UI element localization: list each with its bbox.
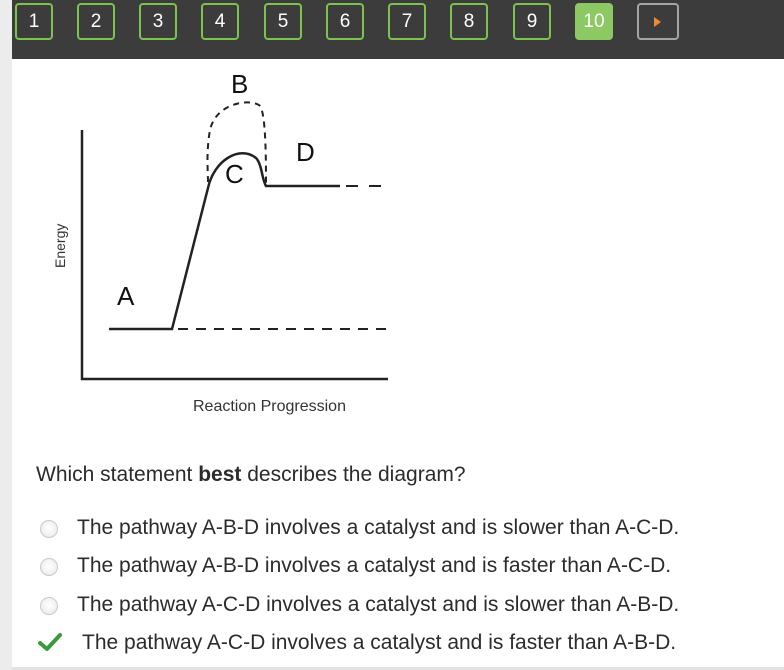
- question-navigation-bar: [12, 0, 784, 59]
- question-suffix: describes the diagram?: [241, 463, 466, 486]
- page-button-6[interactable]: 6: [326, 3, 364, 40]
- label-a: A: [117, 281, 135, 311]
- answer-option-text: The pathway A-C-D involves a catalyst and is faster than A-B-D.: [82, 631, 677, 654]
- energy-diagram: [40, 62, 400, 422]
- question-emphasis: best: [198, 463, 242, 486]
- next-page-button[interactable]: [637, 3, 679, 40]
- answer-option-text: The pathway A-C-D involves a catalyst and is slower than A-B-D.: [77, 593, 680, 616]
- page-button-7[interactable]: 7: [388, 3, 426, 40]
- answer-option-text: The pathway A-B-D involves a catalyst and is faster than A-C-D.: [77, 554, 672, 577]
- label-c: C: [225, 159, 244, 189]
- checkmark-icon: [38, 632, 62, 652]
- page-button-4[interactable]: 4: [201, 3, 239, 40]
- answer-option-1[interactable]: [40, 514, 780, 544]
- radio-button[interactable]: [40, 597, 58, 615]
- page-button-3[interactable]: 3: [139, 3, 177, 40]
- answer-option-2[interactable]: [40, 552, 780, 582]
- page-button-2[interactable]: 2: [77, 3, 115, 40]
- play-arrow-icon: [654, 17, 661, 27]
- page-button-10-active[interactable]: 10: [575, 3, 613, 40]
- y-axis-label: Energy: [52, 223, 68, 268]
- question-text: [36, 463, 466, 487]
- answer-option-3[interactable]: [40, 591, 780, 621]
- left-margin-bar: [0, 0, 12, 670]
- radio-button[interactable]: [40, 558, 58, 576]
- label-d: D: [296, 137, 315, 167]
- x-axis-label: Reaction Progression: [193, 398, 346, 415]
- label-b: B: [231, 69, 249, 99]
- radio-button[interactable]: [40, 520, 58, 538]
- page-button-8[interactable]: 8: [450, 3, 488, 40]
- page-button-1[interactable]: 1: [15, 3, 53, 40]
- page-button-5[interactable]: 5: [264, 3, 302, 40]
- question-prefix: Which statement: [36, 463, 199, 486]
- page-button-9[interactable]: 9: [513, 3, 551, 40]
- answer-option-4-selected[interactable]: [40, 629, 780, 659]
- answer-option-text: The pathway A-B-D involves a catalyst and is slower than A-C-D.: [77, 516, 680, 539]
